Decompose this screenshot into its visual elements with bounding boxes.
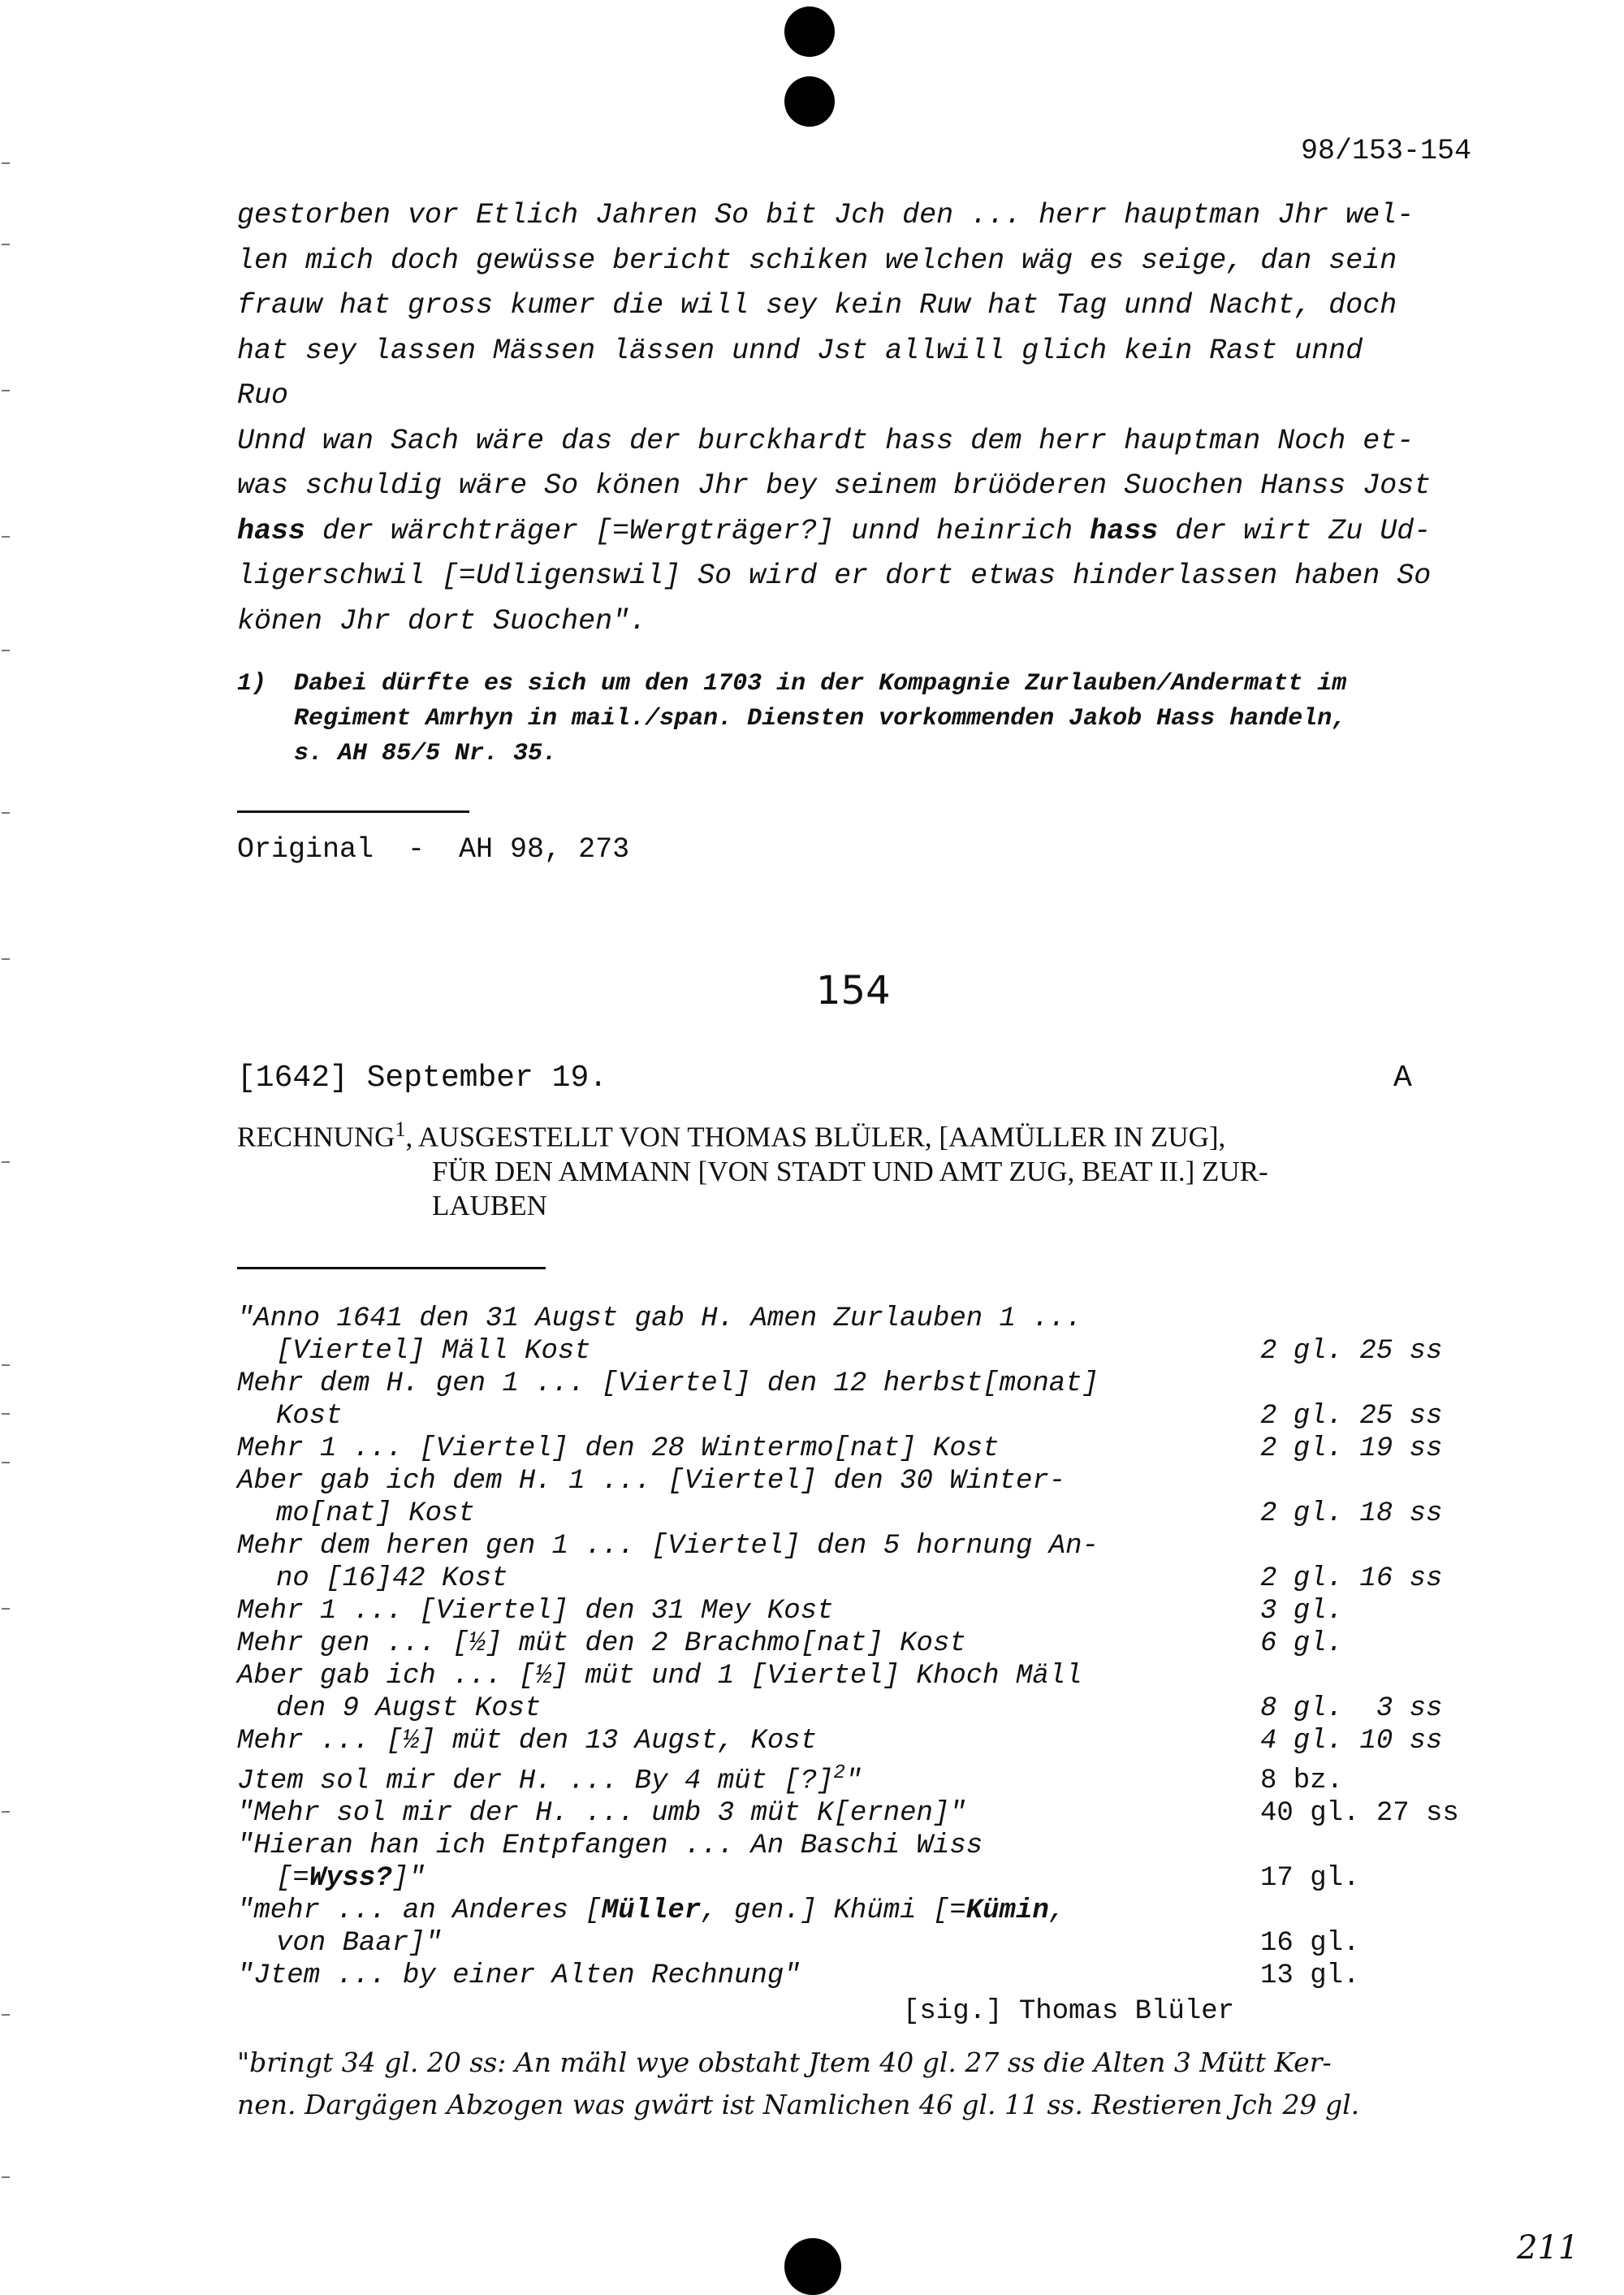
account-row: Aber gab ich dem H. 1 ... [Viertel] den 30 Winter- mo[nat] Kost 2 gl. 18 ss [237, 1465, 1479, 1530]
divider [237, 1267, 546, 1269]
archive-reference: 98/153-154 [1300, 135, 1471, 167]
account-amount: 8 bz. [1260, 1766, 1344, 1797]
account-amount: 2 gl. 25 ss [1260, 1336, 1443, 1367]
punch-hole-upper [784, 76, 835, 127]
account-row: "mehr ... an Anderes [Müller, gen.] Khümi [=Kümin, von Baar]" 16 gl. [237, 1895, 1479, 1960]
letter-line: Unnd wan Sach wäre das der burckhardt hass dem herr hauptman Noch et- [237, 424, 1415, 457]
punch-hole-bottom [784, 2238, 841, 2295]
divider [237, 810, 469, 813]
bold-name: hass [237, 514, 306, 547]
document-date: [1642] September 19. [237, 1061, 608, 1096]
account-row: Aber gab ich ... [½] müt und 1 [Viertel] Khoch Mäll den 9 Augst Kost 8 gl. 3 ss [237, 1660, 1479, 1725]
account-row: "Anno 1641 den 31 Augst gab H. Amen Zurlauben 1 ... [Viertel] Mäll Kost 2 gl. 25 ss [237, 1303, 1479, 1368]
letter-line: hat sey lassen Mässen lässen unnd Jst allwill glich kein Rast unnd [237, 334, 1363, 367]
account-row: "Hieran han ich Entpfangen ... An Baschi Wiss [=Wyss?]" 17 gl. [237, 1830, 1479, 1895]
bold-name: Kümin [965, 1895, 1049, 1927]
letter-line: Ruo [237, 379, 289, 412]
letter-text [237, 193, 1479, 644]
document-letter: A [1393, 1061, 1412, 1096]
account-amount: 40 gl. 27 ss [1260, 1798, 1459, 1830]
account-row: Mehr ... [½] müt den 13 Augst, Kost 4 gl. 10 ss [237, 1725, 1479, 1757]
account-row: Mehr gen ... [½] müt den 2 Brachmo[nat] Kost 6 gl. [237, 1627, 1479, 1660]
account-amount: 3 gl. [1260, 1596, 1344, 1627]
account-amount: 2 gl. 19 ss [1260, 1433, 1443, 1464]
letter-line: was schuldig wäre So könen Jhr bey seinem brüöderen Suochen Hanss Jost [237, 469, 1432, 502]
account-amount: 2 gl. 16 ss [1260, 1563, 1443, 1594]
account-amount: 2 gl. 25 ss [1260, 1401, 1443, 1432]
punch-hole-top [784, 6, 835, 57]
handwritten-page-number: 211 [1517, 2229, 1579, 2267]
bold-name: Wyss? [309, 1863, 392, 1895]
account-row: "Jtem ... by einer Alten Rechnung" 13 gl. [237, 1960, 1479, 1992]
account-row: Mehr 1 ... [Viertel] den 31 Mey Kost 3 gl. [237, 1595, 1479, 1627]
account-amount: 4 gl. 10 ss [1260, 1726, 1443, 1757]
account-amount: 2 gl. 18 ss [1260, 1498, 1443, 1529]
document-title: RECHNUNG$^1$, AUSGESTELLT VON THOMAS BLÜLER, [AAMÜLLER IN ZUG], FÜR DEN AMMANN [VON STADT UND AMT ZUG, BEAT II.] ZUR- LAUBEN [237, 1117, 1268, 1221]
footnote-ref: 2 [833, 1762, 845, 1784]
letter-line: könen Jhr dort Suochen". [237, 604, 647, 638]
footnote-ref: 1 [395, 1117, 406, 1141]
account-row: "Mehr sol mir der H. ... umb 3 müt K[ernen]" 40 gl. 27 ss [237, 1797, 1479, 1830]
account-row: Mehr dem heren gen 1 ... [Viertel] den 5 hornung An- no [16]42 Kost 2 gl. 16 ss [237, 1530, 1479, 1595]
footnote-number: 1) [237, 670, 267, 698]
footnote-text: Dabei dürfte es sich um den 1703 in der Kompagnie Zurlauben/Andermatt im Regiment Amrhyn in mail./span. Diensten vorkommenden Jakob Hass handeln, s. AH 85/5 Nr. 35. [294, 670, 1347, 767]
document-number: 154 [816, 968, 891, 1014]
letter-line: ligerschwil [=Udligenswil] So wird er dort etwas hinderlassen haben So [237, 560, 1432, 592]
account-amount: 13 gl. [1260, 1960, 1360, 1992]
account-amount: 17 gl. [1260, 1863, 1360, 1895]
letter-line: hass der wärchträger [=Wergträger?] unnd heinrich hass der wirt Zu Ud- [237, 514, 1432, 547]
letter-line: len mich doch gewüsse bericht schiken welchen wäg es seige, dan sein [237, 244, 1397, 277]
account-row: Jtem sol mir der H. ... By 4 müt [?]$^2$" 8 bz. [237, 1757, 1479, 1797]
account-amount: 8 gl. 3 ss [1260, 1693, 1443, 1724]
signature-line: [sig.] Thomas Blüler [903, 1996, 1235, 2027]
bold-name: Müller [601, 1895, 702, 1927]
scan-edge-marks [2, 146, 18, 2225]
letter-line: frauw hat gross kumer die will sey kein Ruw hat Tag unnd Nacht, doch [237, 289, 1397, 322]
account-row: Mehr dem H. gen 1 ... [Viertel] den 12 herbst[monat] Kost 2 gl. 25 ss [237, 1368, 1479, 1433]
account-amount: 6 gl. [1260, 1628, 1344, 1659]
account-row: Mehr 1 ... [Viertel] den 28 Wintermo[nat] Kost 2 gl. 19 ss [237, 1433, 1479, 1465]
letter-line: gestorben vor Etlich Jahren So bit Jch den ... herr hauptman Jhr wel- [237, 199, 1415, 231]
source-citation: Original - AH 98, 273 [237, 833, 630, 866]
footnote [237, 667, 1479, 771]
account-amount: 16 gl. [1260, 1928, 1360, 1960]
closing-note: "bringt 34 gl. 20 ss: An mähl wye obstaht Jtem 40 gl. 27 ss die Alten 3 Mütt Ker- nen. Dargägen Abzogen was gwärt ist Namlichen 46 gl. 11 ss. Restieren Jch 29 gl. [237, 2046, 1360, 2120]
bold-name: hass [1090, 514, 1159, 547]
account-list [237, 1303, 1479, 1992]
